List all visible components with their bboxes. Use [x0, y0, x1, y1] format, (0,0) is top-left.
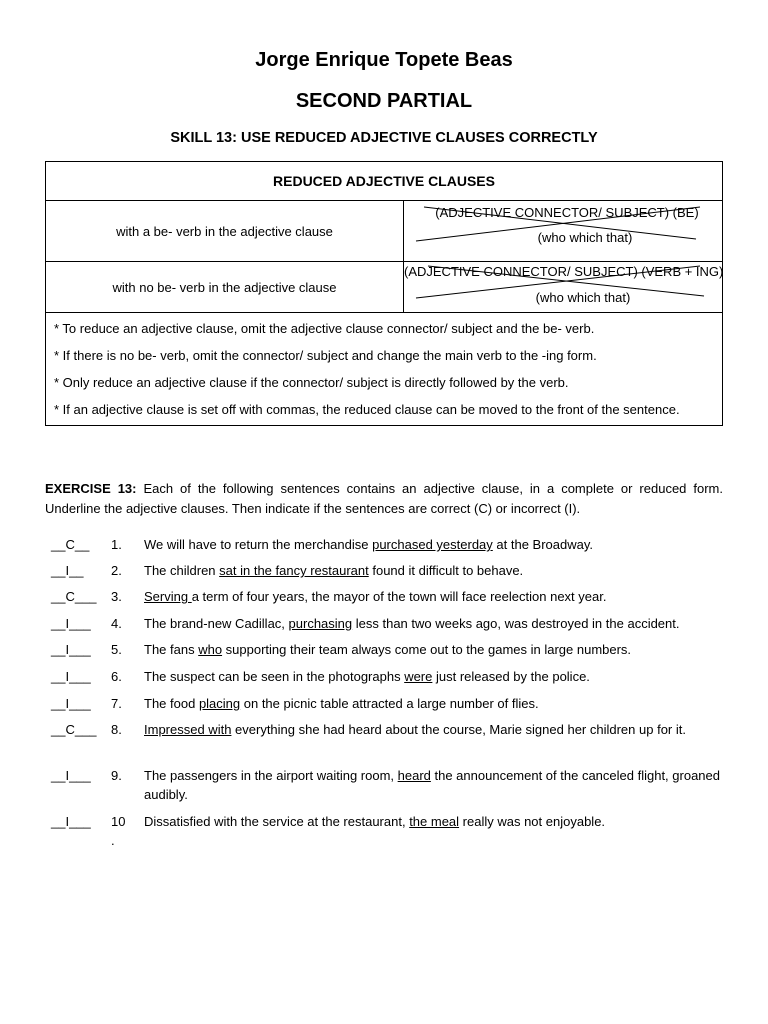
rules-notes — [46, 313, 723, 426]
answer-blank: __C___ — [51, 589, 97, 604]
table-row — [46, 262, 723, 313]
author-name: Jorge Enrique Topete Beas — [255, 49, 513, 71]
item-number: 5. — [111, 642, 122, 657]
item-sentence: Dissatisfied with the service at the restaurant, the meal really was not enjoyable. — [144, 814, 606, 829]
connector-options: (who which that) — [535, 290, 631, 305]
reduced-clauses-table — [45, 161, 723, 426]
item-number: 4. — [111, 616, 122, 631]
answer-blank: __I___ — [51, 814, 91, 829]
row-label: with a be- verb in the adjective clause — [46, 201, 404, 262]
item-number: 10 . — [111, 814, 126, 848]
rule-note: * If there is no be- verb, omit the connector/ subject and change the main verb to the -ing form. — [54, 348, 597, 363]
underlined-clause: who — [198, 642, 223, 657]
formula-cell — [404, 262, 723, 313]
item-sentence: The food placing on the picnic table attracted a large number of flies. — [144, 696, 539, 711]
item-sentence: We will have to return the merchandise purchased yesterday at the Broadway. — [144, 537, 593, 552]
item-number: 2. — [111, 563, 122, 578]
answer-blank: __I__ — [51, 563, 84, 578]
item-sentence: Impressed with everything she had heard about the course, Marie signed her children up for it. — [144, 722, 686, 737]
answer-blank: __I___ — [51, 669, 91, 684]
underlined-clause: purchasing — [288, 616, 353, 631]
underlined-clause: heard — [397, 768, 431, 783]
item-sentence: The brand-new Cadillac, purchasing less than two weeks ago, was destroyed in the accident. — [144, 616, 680, 631]
underlined-clause: were — [404, 669, 433, 684]
item-sentence: The suspect can be seen in the photographs were just released by the police. — [144, 669, 590, 684]
row-label: with no be- verb in the adjective clause — [46, 262, 404, 313]
formula-line: (ADJECTIVE CONNECTOR/ SUBJECT) (VERB + ING) — [404, 264, 724, 279]
underlined-clause: Serving — [144, 589, 192, 604]
table-row — [46, 201, 723, 262]
item-number: 8. — [111, 722, 122, 737]
partial-title: SECOND PARTIAL — [295, 90, 473, 112]
connector-options: (who which that) — [537, 230, 633, 245]
item-number: 9. — [111, 768, 122, 783]
item-sentence: The passengers in the airport waiting room, heard the announcement of the canceled flight, groaned audibly. — [144, 768, 720, 802]
answer-blank: __I___ — [51, 696, 91, 711]
instructions-text: Each of the following sentences contains an adjective clause, in a complete or reduced form. Underline the adjective clauses. Then indicate if the sentences are correct (C) or incorrect (I). — [45, 481, 723, 516]
exercise-instructions — [45, 479, 723, 519]
underlined-clause: placing — [198, 696, 241, 711]
underlined-clause: sat in the fancy restaurant — [219, 563, 369, 578]
rule-note: * Only reduce an adjective clause if the connector/ subject is directly followed by the verb. — [54, 375, 569, 390]
answer-blank: __I___ — [51, 642, 91, 657]
item-number: 3. — [111, 589, 122, 604]
item-sentence: The fans who supporting their team always come out to the games in large numbers. — [144, 642, 632, 657]
answer-blank: __C___ — [51, 722, 97, 737]
answer-blank: __I___ — [51, 768, 91, 783]
item-number: 7. — [111, 696, 122, 711]
table-title: REDUCED ADJECTIVE CLAUSES — [46, 162, 723, 201]
underlined-clause: the meal — [409, 814, 460, 829]
formula-line: (ADJECTIVE CONNECTOR/ SUBJECT) (BE) — [435, 205, 699, 220]
item-sentence: Serving a term of four years, the mayor of the town will face reelection next year. — [144, 589, 607, 604]
rule-note: * If an adjective clause is set off with commas, the reduced clause can be moved to the front of the sentence. — [54, 402, 680, 417]
answer-blank: __I___ — [51, 616, 91, 631]
item-number: 6. — [111, 669, 122, 684]
underlined-clause: purchased yesterday — [372, 537, 493, 552]
underlined-clause: Impressed with — [144, 722, 232, 737]
formula-cell — [404, 201, 723, 262]
item-number: 1. — [111, 537, 122, 552]
rule-note: * To reduce an adjective clause, omit the adjective clause connector/ subject and the be- verb. — [54, 321, 595, 336]
skill-title: SKILL 13: USE REDUCED ADJECTIVE CLAUSES CORRECTLY — [170, 130, 598, 146]
exercise-label: EXERCISE 13: — [45, 481, 137, 496]
item-sentence: The children sat in the fancy restaurant found it difficult to behave. — [144, 563, 524, 578]
answer-blank: __C__ — [51, 537, 90, 552]
